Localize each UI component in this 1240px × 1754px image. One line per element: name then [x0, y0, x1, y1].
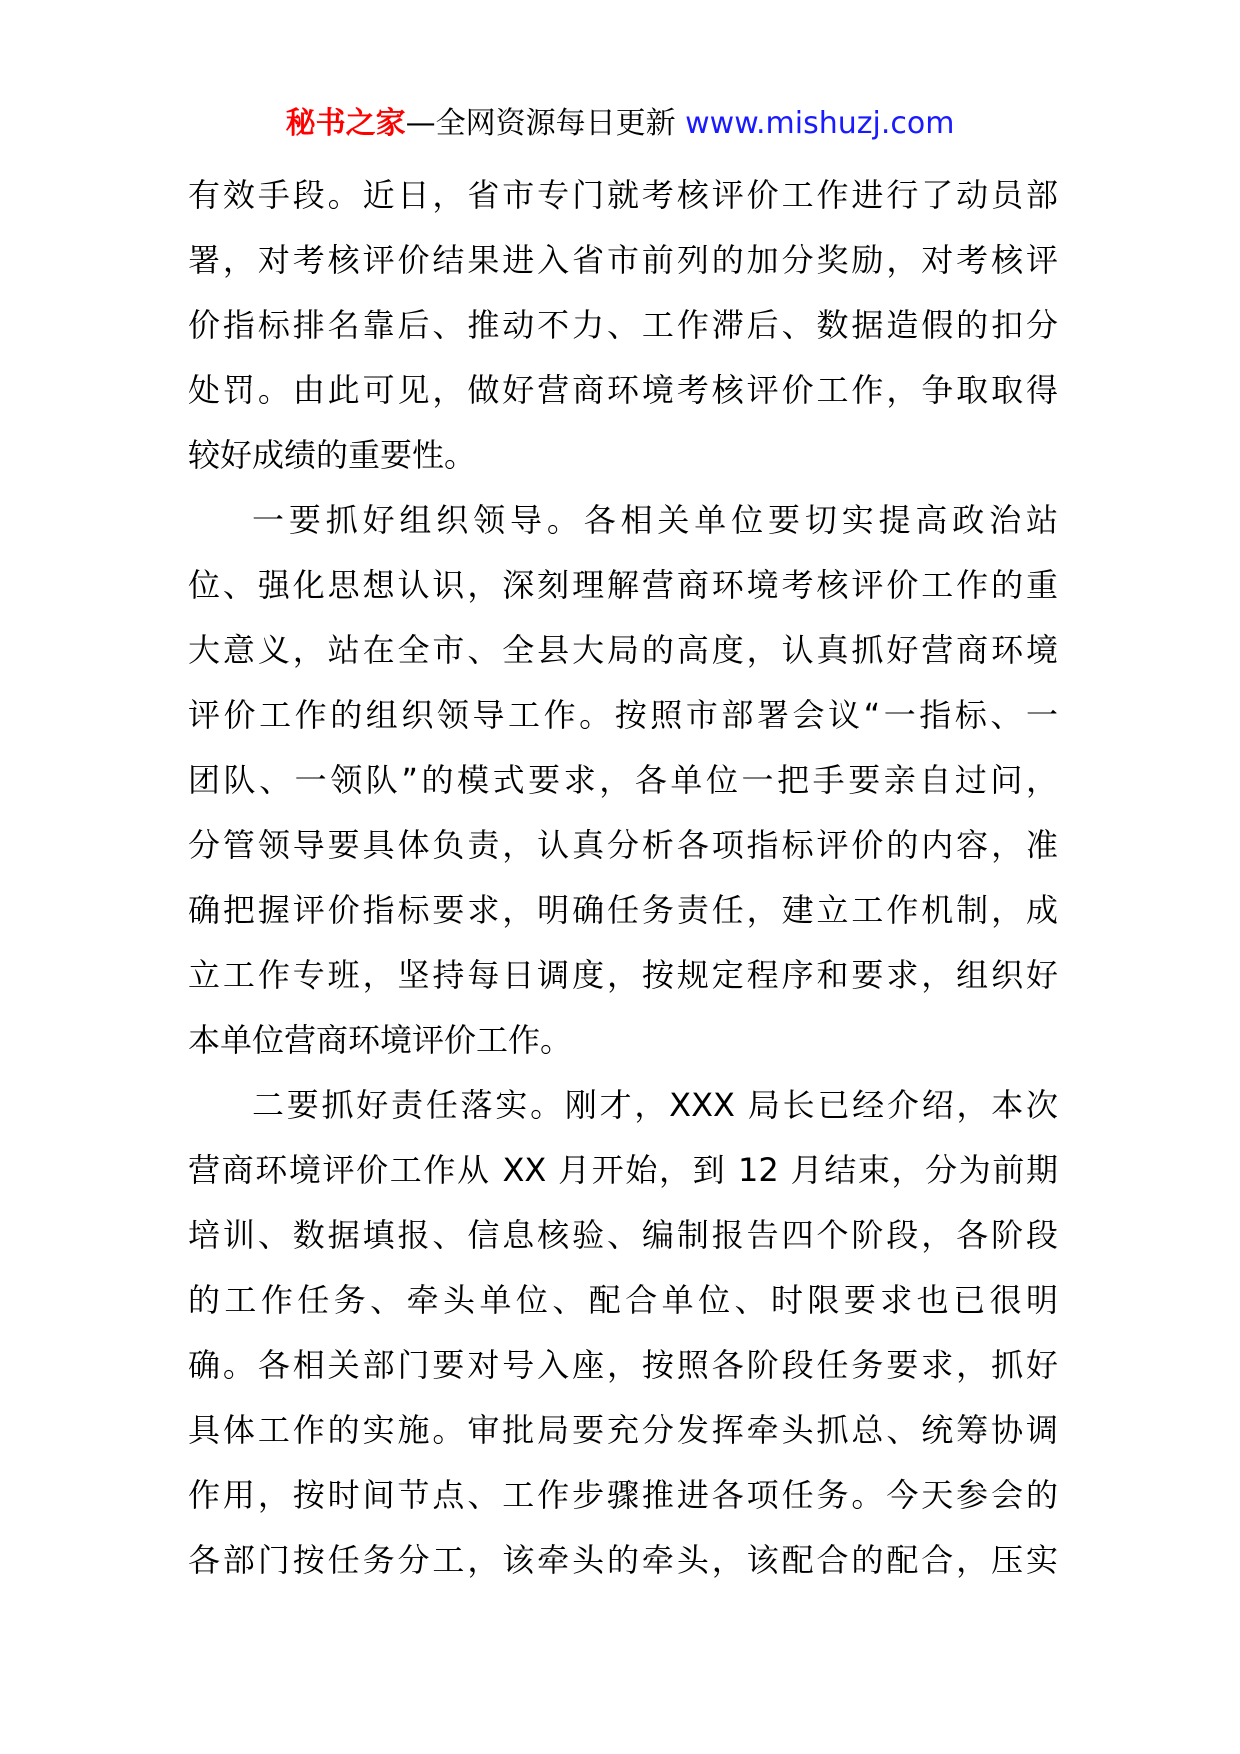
- header-tagline: —全网资源每日更新: [405, 106, 686, 141]
- text-line: 确把握评价指标要求，明确任务责任，建立工作机制，成: [188, 891, 1058, 929]
- text-line: 确。各相关部门要对号入座，按照各阶段任务要求，抓好: [188, 1346, 1058, 1384]
- text-line: 较好成绩的重要性。: [188, 436, 477, 474]
- text-line: 本单位营商环境评价工作。: [188, 1021, 573, 1059]
- text-line: 价指标排名靠后、推动不力、工作滞后、数据造假的扣分: [188, 306, 1058, 344]
- text-line: 位、强化思想认识，深刻理解营商环境考核评价工作的重: [188, 566, 1058, 604]
- page-header: [0, 102, 1240, 146]
- text-line: 二要抓好责任落实。刚才，XXX 局长已经介绍，本次: [252, 1086, 1058, 1124]
- text-line: 大意义，站在全市、全县大局的高度，认真抓好营商环境: [188, 631, 1058, 669]
- body-text: [188, 163, 1058, 1593]
- text-line: 各部门按任务分工，该牵头的牵头，该配合的配合，压实: [188, 1541, 1058, 1579]
- text-line: 处罚。由此可见，做好营商环境考核评价工作，争取取得: [188, 371, 1058, 409]
- text-line: 分管领导要具体负责，认真分析各项指标评价的内容，准: [188, 826, 1058, 864]
- text-line: 具体工作的实施。审批局要充分发挥牵头抓总、统筹协调: [188, 1411, 1058, 1449]
- text-line: 营商环境评价工作从 XX 月开始，到 12 月结束，分为前期: [188, 1151, 1058, 1189]
- header-brand: 秘书之家: [285, 106, 406, 141]
- text-line: 作用，按时间节点、工作步骤推进各项任务。今天参会的: [188, 1476, 1058, 1514]
- text-line: 一要抓好组织领导。各相关单位要切实提高政治站: [252, 501, 1058, 539]
- header-url-link[interactable]: www.mishuzj.com: [685, 106, 955, 141]
- text-line: 的工作任务、牵头单位、配合单位、时限要求也已很明: [188, 1281, 1058, 1319]
- text-line: 团队、一领队”的模式要求，各单位一把手要亲自过问，: [188, 761, 1058, 799]
- text-line: 培训、数据填报、信息核验、编制报告四个阶段，各阶段: [188, 1216, 1058, 1254]
- text-line: 有效手段。近日，省市专门就考核评价工作进行了动员部: [188, 176, 1058, 214]
- text-line: 立工作专班，坚持每日调度，按规定程序和要求，组织好: [188, 956, 1058, 994]
- text-line: 署，对考核评价结果进入省市前列的加分奖励，对考核评: [188, 241, 1058, 279]
- text-line: 评价工作的组织领导工作。按照市部署会议“一指标、一: [188, 696, 1058, 734]
